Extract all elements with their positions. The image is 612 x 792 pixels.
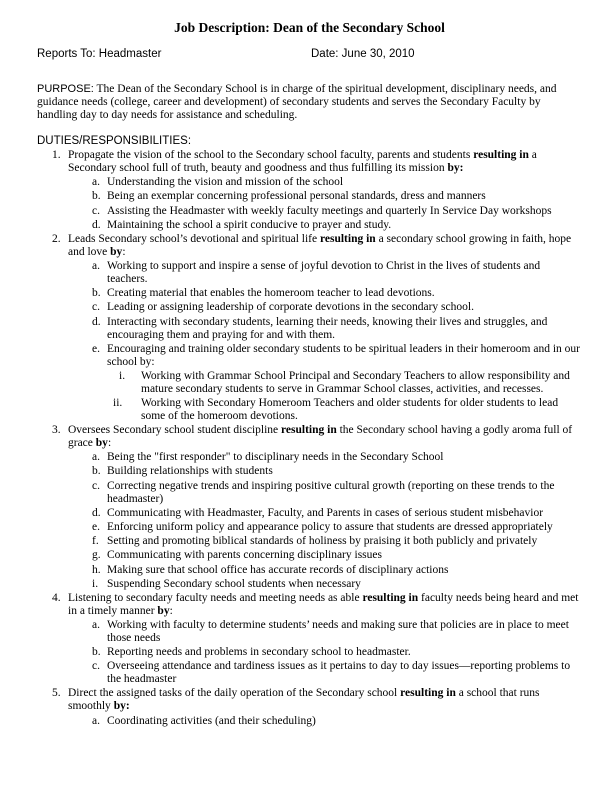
- roman-text: Working with Secondary Homeroom Teachers and older students for older students to lead some of the homeroom devotions.: [141, 397, 559, 423]
- subitem: [68, 480, 582, 506]
- subitem-letter: b.: [92, 646, 101, 659]
- subitem-text: Working with faculty to determine students’ needs and making sure that policies are in place to meet those needs: [107, 618, 569, 644]
- subitem-text: Enforcing uniform policy and appearance policy to assure that students are dressed appropriately: [107, 521, 553, 533]
- duty-number: 3.: [52, 424, 61, 437]
- subitem-letter: c.: [92, 204, 100, 217]
- subitem-text: Working to support and inspire a sense of joyful devotion to Christ in the lives of students and teachers.: [107, 259, 541, 285]
- subitem: [68, 535, 582, 548]
- subitem-text: Building relationships with students: [107, 465, 273, 478]
- duties-heading: DUTIES/RESPONSIBILITIES:: [37, 135, 192, 147]
- subitem-text: Setting and promoting biblical standards of holiness by praising it both publicly and privately: [107, 535, 538, 548]
- subitem-text: Being the "first responder" to disciplinary needs in the Secondary School: [107, 451, 444, 464]
- duty-item: [37, 592, 582, 687]
- duty-number: 4.: [52, 591, 61, 604]
- duty-text-tail: :: [107, 437, 112, 450]
- duty-text-middle: the Secondary school having a godly aroma full of grace: [68, 424, 573, 450]
- purpose-text: The Dean of the Secondary School is in charge of the spiritual development, disciplinary needs, and guidance needs (college, career and development) of secondary students and serves the Secondary Faculty by handling day to day needs for assistance and scheduling.: [37, 83, 557, 121]
- duty-item: [37, 149, 582, 232]
- roman-item: [107, 397, 582, 423]
- header-meta: [37, 47, 582, 61]
- subitem-letter: d.: [92, 218, 101, 231]
- subitem-text: Interacting with secondary students, learning their needs, knowing their lives and struggles, and encouraging them and praying for and with them.: [107, 315, 548, 341]
- duty-result-keyword: resulting in: [281, 424, 337, 437]
- duty-text: [68, 233, 571, 258]
- duty-number: 5.: [52, 687, 61, 700]
- subitem: [68, 301, 582, 314]
- subitem-letter: e.: [92, 521, 100, 533]
- duty-text: [68, 592, 578, 617]
- subitem: [68, 176, 582, 189]
- subitem: [68, 619, 582, 645]
- subitem: [68, 451, 582, 464]
- subitem-letter: a.: [92, 714, 100, 727]
- roman-item: [107, 370, 582, 396]
- subitem-letter: c.: [92, 301, 100, 314]
- subitem-letter: d.: [92, 315, 101, 328]
- duty-by-keyword: by: [157, 604, 170, 617]
- duty-text-lead: Listening to secondary faculty needs and meeting needs as able: [68, 591, 363, 604]
- subitem-text: Making sure that school office has accurate records of disciplinary actions: [107, 563, 449, 576]
- document-date: Date: June 30, 2010: [311, 48, 415, 60]
- duty-number: 2.: [52, 232, 61, 245]
- subitem: [68, 316, 582, 342]
- duty-subitems: [68, 260, 582, 423]
- duty-subitems: [68, 715, 582, 728]
- duty-text-middle: a secondary school growing in faith, hope and love: [68, 232, 572, 258]
- subitem: [68, 343, 582, 423]
- subitem-text: Encouraging and training older secondary students to be spiritual leaders in their homeroom and in our school by:: [107, 342, 580, 368]
- duty-result-keyword: resulting in: [362, 591, 419, 604]
- subitem-text: Overseeing attendance and tardiness issues as it pertains to day to day issues—reporting problems to the headmaster: [107, 660, 571, 686]
- duty-text-tail: :: [169, 604, 173, 617]
- duty-text-middle: faculty needs being heard and met in a timely manner: [68, 591, 579, 617]
- subitem-text: Communicating with Headmaster, Faculty, and Parents in cases of serious student misbehavior: [107, 506, 544, 519]
- duty-text-middle: a Secondary school full of truth, beauty and goodness and thus fulfilling its mission: [68, 149, 537, 174]
- subitem: [68, 219, 582, 232]
- duty-by-keyword: by:: [113, 700, 130, 713]
- subitem-letter: a.: [92, 176, 100, 189]
- duty-item: [37, 687, 582, 727]
- subitem-letter: c.: [92, 660, 100, 673]
- subitem: [68, 660, 582, 686]
- subitem-letter: a.: [92, 451, 100, 464]
- duty-text: [68, 687, 540, 712]
- subitem: [68, 578, 582, 591]
- duty-text-lead: Leads Secondary school’s devotional and spiritual life: [68, 232, 320, 245]
- duty-result-keyword: resulting in: [400, 687, 456, 700]
- purpose-paragraph: [37, 83, 582, 122]
- subitem: [68, 287, 582, 300]
- duty-text-middle: a school that runs smoothly: [68, 687, 540, 713]
- subitem: [68, 715, 582, 728]
- subitem: [68, 190, 582, 203]
- subitem: [68, 465, 582, 478]
- subitem-text: Being an exemplar concerning professional personal standards, dress and manners: [107, 190, 486, 203]
- duty-by-keyword: by: [95, 437, 108, 450]
- subitem-letter: b.: [92, 287, 101, 300]
- subitem-text: Understanding the vision and mission of the school: [107, 176, 344, 189]
- duty-text: [68, 149, 537, 174]
- duty-item: [37, 424, 582, 591]
- duty-text: [68, 424, 572, 449]
- subitem-text: Assisting the Headmaster with weekly faculty meetings and quarterly In Service Day workshops: [107, 204, 552, 217]
- subitem-letter: d.: [92, 506, 101, 519]
- subitem: [68, 507, 582, 520]
- duty-subitems: [68, 176, 582, 232]
- duty-by-keyword: by:: [447, 162, 464, 174]
- purpose-label: PURPOSE:: [37, 83, 94, 95]
- duty-result-keyword: resulting in: [319, 232, 376, 245]
- subitem-text: Maintaining the school a spirit conducive to prayer and study.: [107, 218, 392, 231]
- subitem-letter: a.: [92, 259, 100, 272]
- subitem-letter: i.: [92, 577, 99, 590]
- subitem-letter: f.: [92, 535, 99, 548]
- subitem-text: Communicating with parents concerning disciplinary issues: [107, 549, 382, 562]
- duty-subitems: [68, 451, 582, 591]
- subitem: [68, 646, 582, 659]
- subitem-roman-list: [107, 370, 582, 423]
- duty-subitems: [68, 619, 582, 686]
- subitem: [68, 564, 582, 577]
- subitem-letter: b.: [92, 190, 101, 203]
- subitem-text: Suspending Secondary school students when necessary: [107, 577, 361, 590]
- roman-numeral: ii.: [113, 397, 123, 410]
- duty-number: 1.: [52, 149, 61, 161]
- subitem-text: Reporting needs and problems in secondary school to headmaster.: [107, 646, 411, 659]
- subitem: [68, 260, 582, 286]
- subitem-text: Creating material that enables the homeroom teacher to lead devotions.: [107, 287, 435, 300]
- roman-numeral: i.: [119, 369, 126, 382]
- subitem: [68, 205, 582, 218]
- subitem-letter: g.: [92, 549, 101, 562]
- subitem-letter: c.: [92, 479, 100, 492]
- duty-result-keyword: resulting in: [473, 149, 529, 161]
- subitem-text: Correcting negative trends and inspiring positive cultural growth (reporting on these trends to the headmaster): [107, 479, 555, 505]
- duties-list: [37, 149, 582, 728]
- reports-to: Reports To: Headmaster: [37, 48, 162, 60]
- subitem-letter: a.: [92, 618, 100, 631]
- subitem-letter: h.: [92, 563, 101, 576]
- roman-text: Working with Grammar School Principal and Secondary Teachers to allow responsibility and mature secondary students to serve in Grammar School classes, activities, and recesses.: [141, 369, 570, 395]
- duty-text-lead: Propagate the vision of the school to the Secondary school faculty, parents and students: [68, 149, 474, 161]
- subitem-letter: e.: [92, 342, 100, 355]
- duty-text-lead: Oversees Secondary school student discipline: [68, 424, 282, 437]
- subitem: [68, 521, 582, 534]
- subitem-text: Leading or assigning leadership of corporate devotions in the secondary school.: [107, 301, 474, 314]
- subitem-letter: b.: [92, 465, 101, 478]
- subitem-text: Coordinating activities (and their scheduling): [107, 714, 316, 727]
- duty-item: [37, 233, 582, 423]
- duty-by-keyword: by: [110, 245, 123, 258]
- subitem: [68, 549, 582, 562]
- duty-text-lead: Direct the assigned tasks of the daily operation of the Secondary school: [68, 687, 401, 700]
- duty-text-tail: :: [122, 245, 126, 258]
- document-title: Job Description: Dean of the Secondary School: [174, 20, 445, 35]
